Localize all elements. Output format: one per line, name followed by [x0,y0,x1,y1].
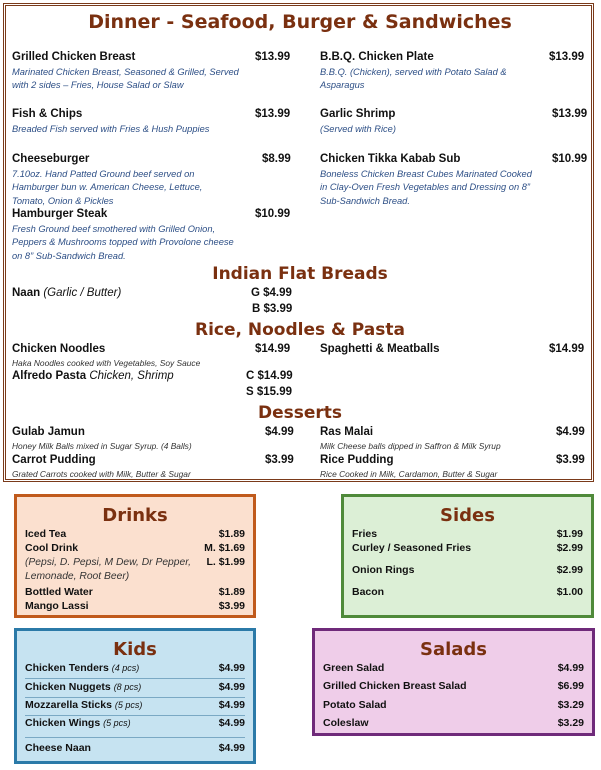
menu-item-price: $4.99 [265,426,294,438]
kids-row [25,662,245,679]
menu-item-price: $13.99 [255,51,291,63]
item-price: $1.89 [218,528,245,540]
item-quantity: (4 pcs) [111,663,140,673]
item-name: Chicken Wings [25,717,101,729]
drinks-box [14,494,256,618]
drinks-row [25,600,245,614]
menu-item-name: Naan [12,287,41,299]
item-price: $3.29 [557,717,584,729]
sides-box [341,494,594,618]
item-price-medium: M. $1.69 [204,542,245,554]
item-price-large: L. $1.99 [206,556,245,568]
drinks-title: Drinks [102,505,168,526]
item-price: $4.99 [218,699,245,711]
sides-row [352,564,583,578]
main-title: Dinner - Seafood, Burger & Sandwiches [88,11,512,33]
item-name: Green Salad [323,662,385,674]
menu-item-name: Fish & Chips [12,108,83,120]
menu-item-description: Milk Cheese balls dipped in Saffron & Milk Syrup [320,441,501,451]
item-name: Bottled Water [25,586,93,598]
drinks-row [25,528,245,542]
kids-row [25,681,245,698]
menu-item-price: $13.99 [549,51,585,63]
item-name: Coleslaw [323,717,369,729]
kids-row [25,717,245,738]
salads-row [323,717,584,731]
kids-box [14,628,256,764]
item-name: Iced Tea [25,528,67,540]
salads-row [323,662,584,676]
menu-item-price: $10.99 [552,153,588,165]
item-name: Cool Drink [25,542,79,554]
menu-item-price: $3.99 [556,454,585,466]
menu-item-price: $14.99 [549,343,585,355]
kids-row [25,742,245,756]
menu-item-description: Rice Cooked in Milk, Cardamon, Butter & Sugar [320,469,498,479]
menu-item-name: Carrot Pudding [12,454,96,466]
sides-row [352,528,583,542]
item-price: $3.99 [218,600,245,612]
item-name: Mozzarella Sticks [25,699,112,711]
item-quantity: (5 pcs) [114,700,143,710]
menu-item-description: Boneless Chicken Breast Cubes Marinated Cooked in Clay-Oven Fresh Vegetables and Dressing on 8” Sub-Sandwich Bread. [320,169,532,206]
menu-item-price-butter: B $3.99 [252,303,293,315]
item-quantity: (8 pcs) [113,682,142,692]
kids-row [25,699,245,716]
menu-item-name: Gulab Jamun [12,426,85,438]
menu-item-price: $13.99 [552,108,588,120]
item-quantity: (5 pcs) [103,718,131,728]
item-name: Potato Salad [323,699,387,711]
menu-item-description: 7.10oz. Hand Patted Ground beef served on Hamburger bun w. American Cheese, Lettuce, Tomato, Onion & Pickles [12,169,203,206]
item-price: $1.00 [556,586,583,598]
sides-row [352,586,583,600]
rice-noodles-pasta-title: Rice, Noodles & Pasta [195,320,405,340]
item-name: Chicken Tenders [25,662,109,674]
item-name: Onion Rings [352,564,415,576]
salads-row [323,680,584,694]
menu-item-name: Chicken Noodles [12,343,106,355]
menu-item-description: (Served with Rice) [320,124,396,134]
item-name: Grilled Chicken Breast Salad [323,680,467,692]
sides-row [352,542,583,556]
item-price: $1.89 [218,586,245,598]
menu-item-name: Grilled Chicken Breast [12,51,136,63]
item-price: $4.99 [218,681,245,693]
menu-item-name: Spaghetti & Meatballs [320,343,440,355]
menu-item-variant: (Garlic / Butter) [43,287,122,299]
menu-item-description: Honey Milk Balls mixed in Sugar Syrup. (4 Balls) [12,441,192,451]
menu-item-name: Cheeseburger [12,153,90,165]
salads-row [323,699,584,713]
menu-item-price: $10.99 [255,208,291,220]
item-price: $4.99 [218,717,245,729]
drinks-row [25,542,245,556]
item-name: Bacon [352,586,385,598]
menu-item-price: $4.99 [556,426,585,438]
menu-item-name: Hamburger Steak [12,208,108,220]
salads-title: Salads [419,639,488,660]
menu-item-description: B.B.Q. (Chicken), served with Potato Salad & Asparagus [320,67,507,91]
salads-box [312,628,595,736]
cool-drink-flavors: (Pepsi, D. Pepsi, M Dew, Dr Pepper, Lemonade, Root Beer) [25,557,191,582]
menu-item-price-chicken: C $14.99 [246,370,293,382]
menu-item-alfredo [12,370,174,382]
menu-item-price-shrimp: S $15.99 [246,386,293,398]
item-price: $4.99 [557,662,584,674]
item-price: $6.99 [557,680,584,692]
menu-item-name: Garlic Shrimp [320,108,396,120]
item-name: Fries [352,528,378,540]
item-name: Chicken Nuggets [25,681,111,693]
item-name: Mango Lassi [25,600,89,612]
item-name: Curley / Seasoned Fries [352,542,472,554]
menu-item-name: B.B.Q. Chicken Plate [320,51,434,63]
menu-item-description: Fresh Ground beef smothered with Grilled Onion, Peppers & Mushrooms topped with Provolone cheese on 8” Sub-Sandwich Bread. [12,224,234,261]
menu-item-name: Rice Pudding [320,454,394,466]
menu-item-price: $8.99 [262,153,291,165]
menu-item-description: Grated Carrots cooked with Milk, Butter & Sugar [12,469,191,479]
menu-item-variant: Chicken, Shrimp [89,370,174,382]
item-price: $4.99 [218,742,245,754]
item-name: Cheese Naan [25,742,91,754]
menu-item-naan [12,287,121,299]
menu-item-price: $3.99 [265,454,294,466]
kids-title: Kids [113,639,157,660]
item-price: $3.29 [557,699,584,711]
item-price: $2.99 [556,564,583,576]
item-price: $2.99 [556,542,583,554]
drinks-row [25,586,245,600]
item-price: $4.99 [218,662,245,674]
menu-item-name: Ras Malai [320,426,374,438]
menu-item-price: $13.99 [255,108,291,120]
menu-item-description: Haka Noodles cooked with Vegetables, Soy Sauce [12,358,201,368]
menu-item-price-garlic: G $4.99 [251,287,292,299]
menu-item-description: Marinated Chicken Breast, Seasoned & Grilled, Served with 2 sides – Fries, House Salad or Slaw [12,67,239,91]
menu-item-name: Chicken Tikka Kabab Sub [320,153,461,165]
menu-item-description: Breaded Fish served with Fries & Hush Puppies [12,124,210,134]
menu-item-price: $14.99 [255,343,291,355]
item-price: $1.99 [556,528,583,540]
menu-item-name: Alfredo Pasta [12,370,87,382]
flat-breads-title: Indian Flat Breads [212,264,388,284]
desserts-title: Desserts [257,403,343,423]
sides-title: Sides [440,505,495,526]
